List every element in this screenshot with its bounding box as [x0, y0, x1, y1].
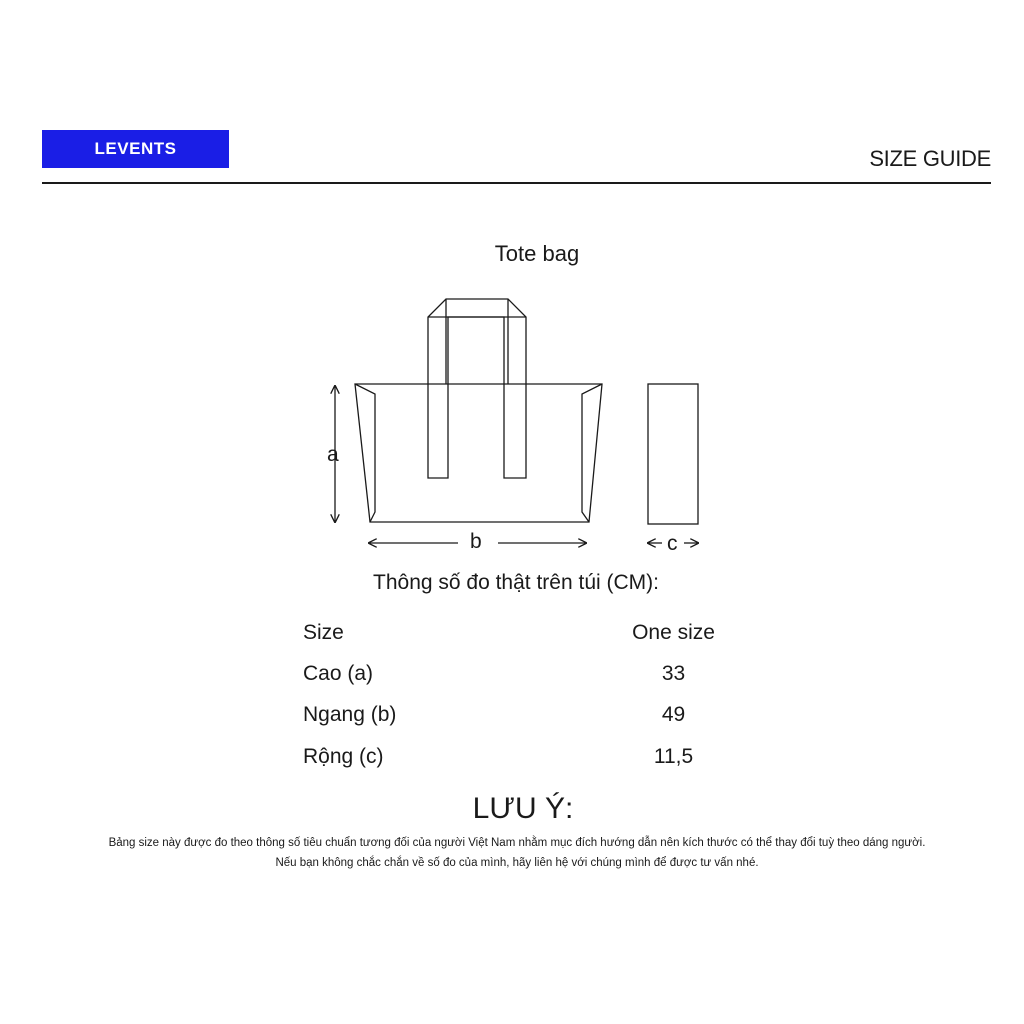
size-column-header: Size [303, 621, 344, 644]
row-label: Rộng (c) [303, 745, 384, 768]
width-label: b [470, 530, 482, 553]
brand-name: LEVENTS [94, 139, 177, 158]
bag-right-gusset-line [582, 384, 602, 522]
note-line: Nếu bạn không chắc chắn về số đo của mình, hãy liên hệ với chúng mình để được tư vấn nhé. [275, 857, 759, 869]
bag-left-gusset-line [355, 384, 375, 522]
one-size-column-header: One size [632, 621, 715, 644]
note-line: Bảng size này được đo theo thông số tiêu chuẩn tương đối của người Việt Nam nhằm mục đích hướng dẫn nên kích thước có thể thay đổi tuỳ theo dáng người. [108, 837, 926, 849]
size-header-row [303, 621, 733, 651]
row-label: Ngang (b) [303, 703, 397, 726]
bag-body-outline [355, 384, 602, 522]
measurement-caption: Thông số đo thật trên túi (CM): [373, 571, 659, 594]
note-heading: LƯU Ý: [472, 792, 574, 825]
row-value: 49 [661, 703, 686, 726]
height-label: a [327, 443, 339, 466]
row-label: Cao (a) [303, 662, 374, 685]
bag-side-view [648, 384, 698, 524]
bag-handle-outline [428, 299, 526, 478]
table-row [303, 745, 733, 775]
size-guide-title: SIZE GUIDE [869, 146, 991, 171]
table-row [303, 662, 733, 692]
product-title: Tote bag [494, 241, 580, 266]
row-value: 11,5 [653, 745, 694, 768]
depth-label: c [667, 532, 678, 555]
row-value: 33 [661, 662, 686, 685]
table-row [303, 703, 733, 733]
